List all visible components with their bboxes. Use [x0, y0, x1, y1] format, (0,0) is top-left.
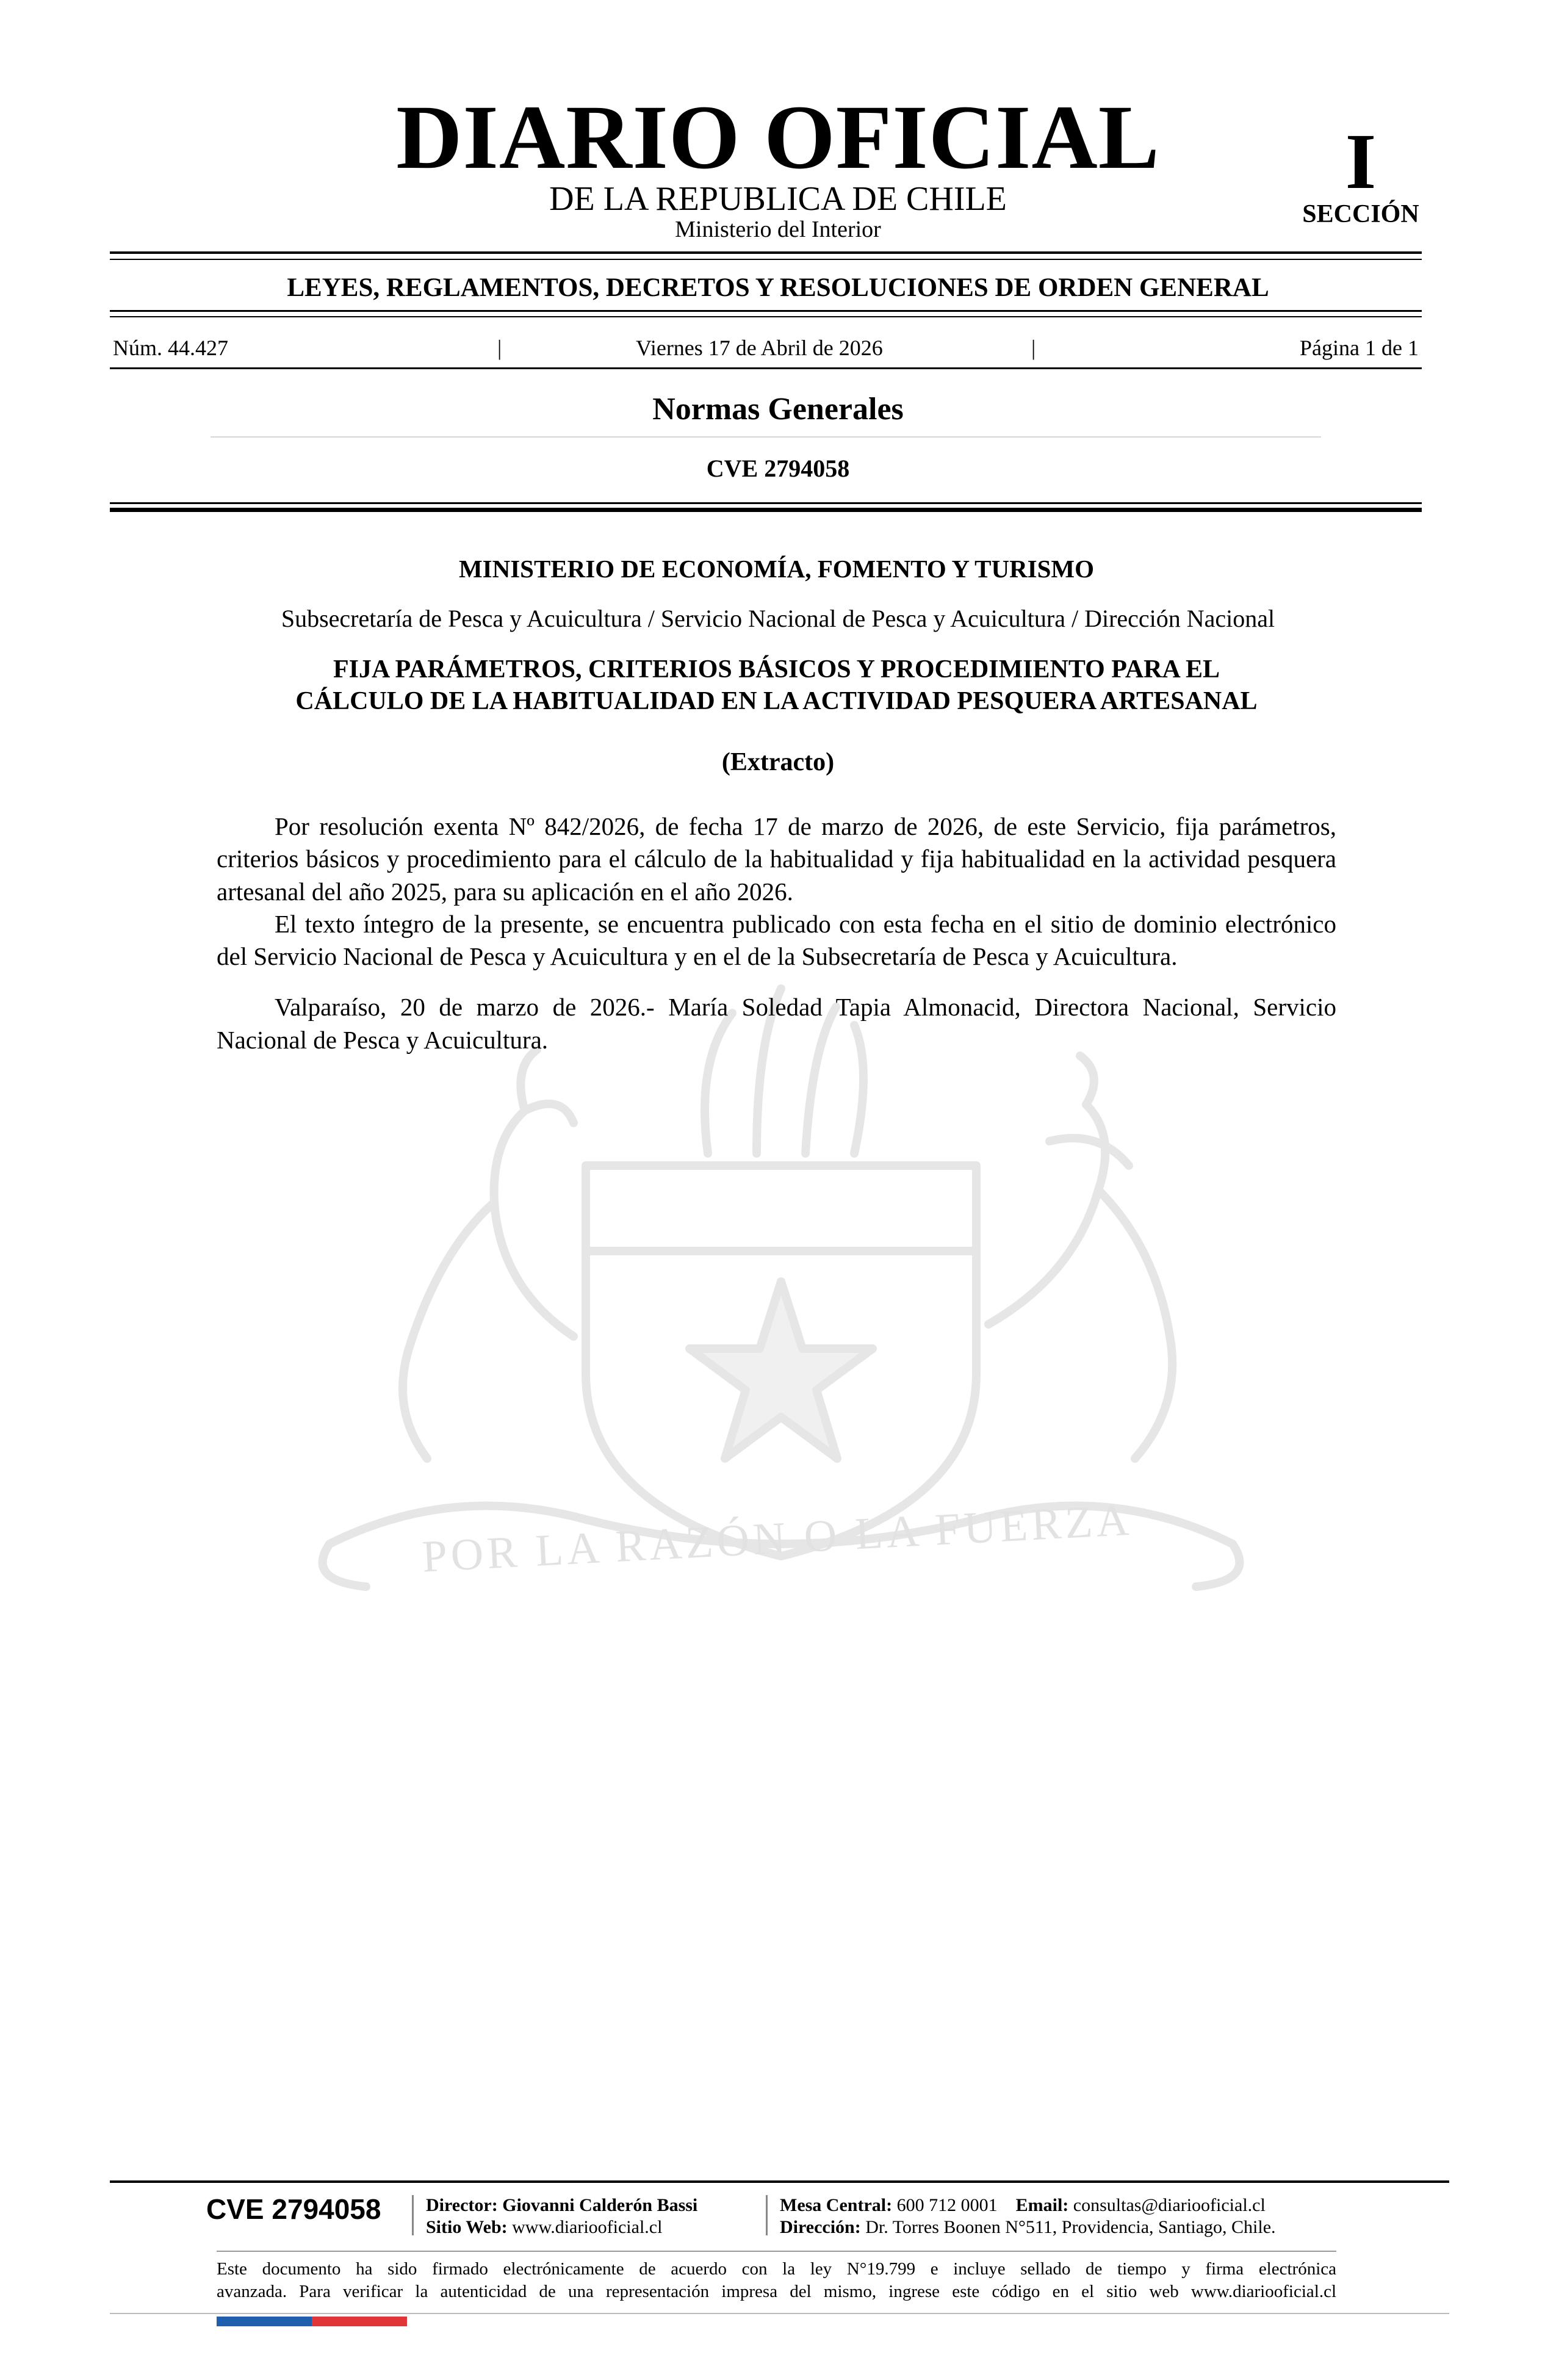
document-title-line: CÁLCULO DE LA HABITUALIDAD EN LA ACTIVIDAD PESQUERA ARTESANAL — [295, 687, 1258, 715]
meta-separator: | — [1031, 336, 1036, 360]
footer-separator — [412, 2195, 414, 2235]
ministry-heading: MINISTERIO DE ECONOMÍA, FOMENTO Y TURISMO — [458, 555, 1095, 583]
document-title — [217, 654, 1336, 717]
address-label: Dirección: — [780, 2217, 861, 2237]
meta-rule — [110, 367, 1422, 369]
watermark-motto: POR LA RAZÓN O LA FUERZA — [420, 1495, 1134, 1582]
section-heading: Normas Generales — [652, 392, 904, 427]
masthead-subtitle: DE LA REPUBLICA DE CHILE — [549, 180, 1007, 218]
masthead-ministry: Ministerio del Interior — [675, 217, 881, 242]
footer-divider — [217, 2251, 1336, 2252]
website-label: Sitio Web: — [426, 2217, 508, 2237]
cve-rule-thin — [110, 502, 1422, 504]
document-body — [217, 810, 1336, 1056]
document-title-line: FIJA PARÁMETROS, CRITERIOS BÁSICOS Y PROCEDIMIENTO PARA EL — [333, 655, 1220, 683]
website-link[interactable]: www.diariooficial.cl — [512, 2217, 663, 2237]
footer-bottom-rule — [110, 2313, 1449, 2314]
issue-date: Viernes 17 de Abril de 2026 — [636, 336, 883, 360]
issuing-authorities: Subsecretaría de Pesca y Acuicultura / Servicio Nacional de Pesca y Acuicultura / Dirección Nacional — [281, 605, 1275, 632]
section-label: SECCIÓN — [1302, 200, 1419, 228]
page-count: Página 1 de 1 — [1300, 336, 1419, 360]
body-paragraph: Por resolución exenta Nº 842/2026, de fecha 17 de marzo de 2026, de este Servicio, fija parámetros, criterios básicos y procedimiento para el cálculo de la habitualidad y fija habitualidad en la actividad pesquera artesanal del año 2025, para su aplicación en el año 2026. — [217, 812, 1336, 906]
email-link[interactable]: consultas@diariooficial.cl — [1073, 2195, 1266, 2215]
cve-code: CVE 2794058 — [706, 455, 850, 482]
legal-line: avanzada. Para verificar la autenticidad de una representación impresa del mismo, ingrese este código en el sitio web www.diariooficial.cl — [217, 2281, 1336, 2301]
phone-label: Mesa Central: — [780, 2195, 893, 2215]
phone-number: 600 712 0001 — [896, 2195, 998, 2215]
flag-stripe-blue — [217, 2317, 312, 2326]
signature-paragraph: Valparaíso, 20 de marzo de 2026.- María Soledad Tapia Almonacid, Directora Nacional, Servicio Nacional de Pesca y Acuicultura. — [217, 993, 1336, 1054]
flag-stripe-red — [312, 2317, 407, 2326]
band-rule-bottom-thin — [110, 316, 1422, 317]
header-rule-top-thin — [110, 259, 1422, 260]
footer-rule — [110, 2180, 1449, 2183]
footer-separator — [766, 2195, 768, 2235]
meta-separator: | — [497, 336, 502, 360]
issue-number: Núm. 44.427 — [113, 336, 228, 360]
director-name: Giovanni Calderón Bassi — [502, 2195, 698, 2215]
masthead-title: DIARIO OFICIAL — [396, 87, 1160, 188]
section-number: I — [1345, 118, 1377, 206]
body-paragraph: El texto íntegro de la presente, se encuentra publicado con esta fecha en el sitio de dominio electrónico del Servicio Nacional de Pesca y Acuicultura y en el de la Subsecretaría de Pesca y Acuicultura. — [217, 909, 1336, 971]
footer-contact — [780, 2194, 1266, 2216]
legal-line: Este documento ha sido firmado electrónicamente de acuerdo con la ley N°19.799 e incluye sellado de tiempo y firma electrónica — [217, 2259, 1336, 2279]
extract-label: (Extracto) — [721, 748, 835, 776]
cve-rule-thick — [110, 508, 1422, 512]
header-rule-top — [110, 251, 1422, 254]
director-label: Director: — [426, 2195, 498, 2215]
email-label: Email: — [1015, 2195, 1069, 2215]
footer-website — [426, 2216, 662, 2238]
section-underline — [211, 436, 1321, 438]
footer-director — [426, 2194, 697, 2216]
band-rule-bottom — [110, 310, 1422, 312]
address-text: Dr. Torres Boonen N°511, Providencia, Santiago, Chile. — [865, 2217, 1276, 2237]
footer-address — [780, 2216, 1276, 2238]
footer-cve-code: CVE 2794058 — [206, 2193, 381, 2225]
band-title: LEYES, REGLAMENTOS, DECRETOS Y RESOLUCIONES DE ORDEN GENERAL — [287, 273, 1269, 302]
footer-legal-notice — [217, 2258, 1336, 2302]
